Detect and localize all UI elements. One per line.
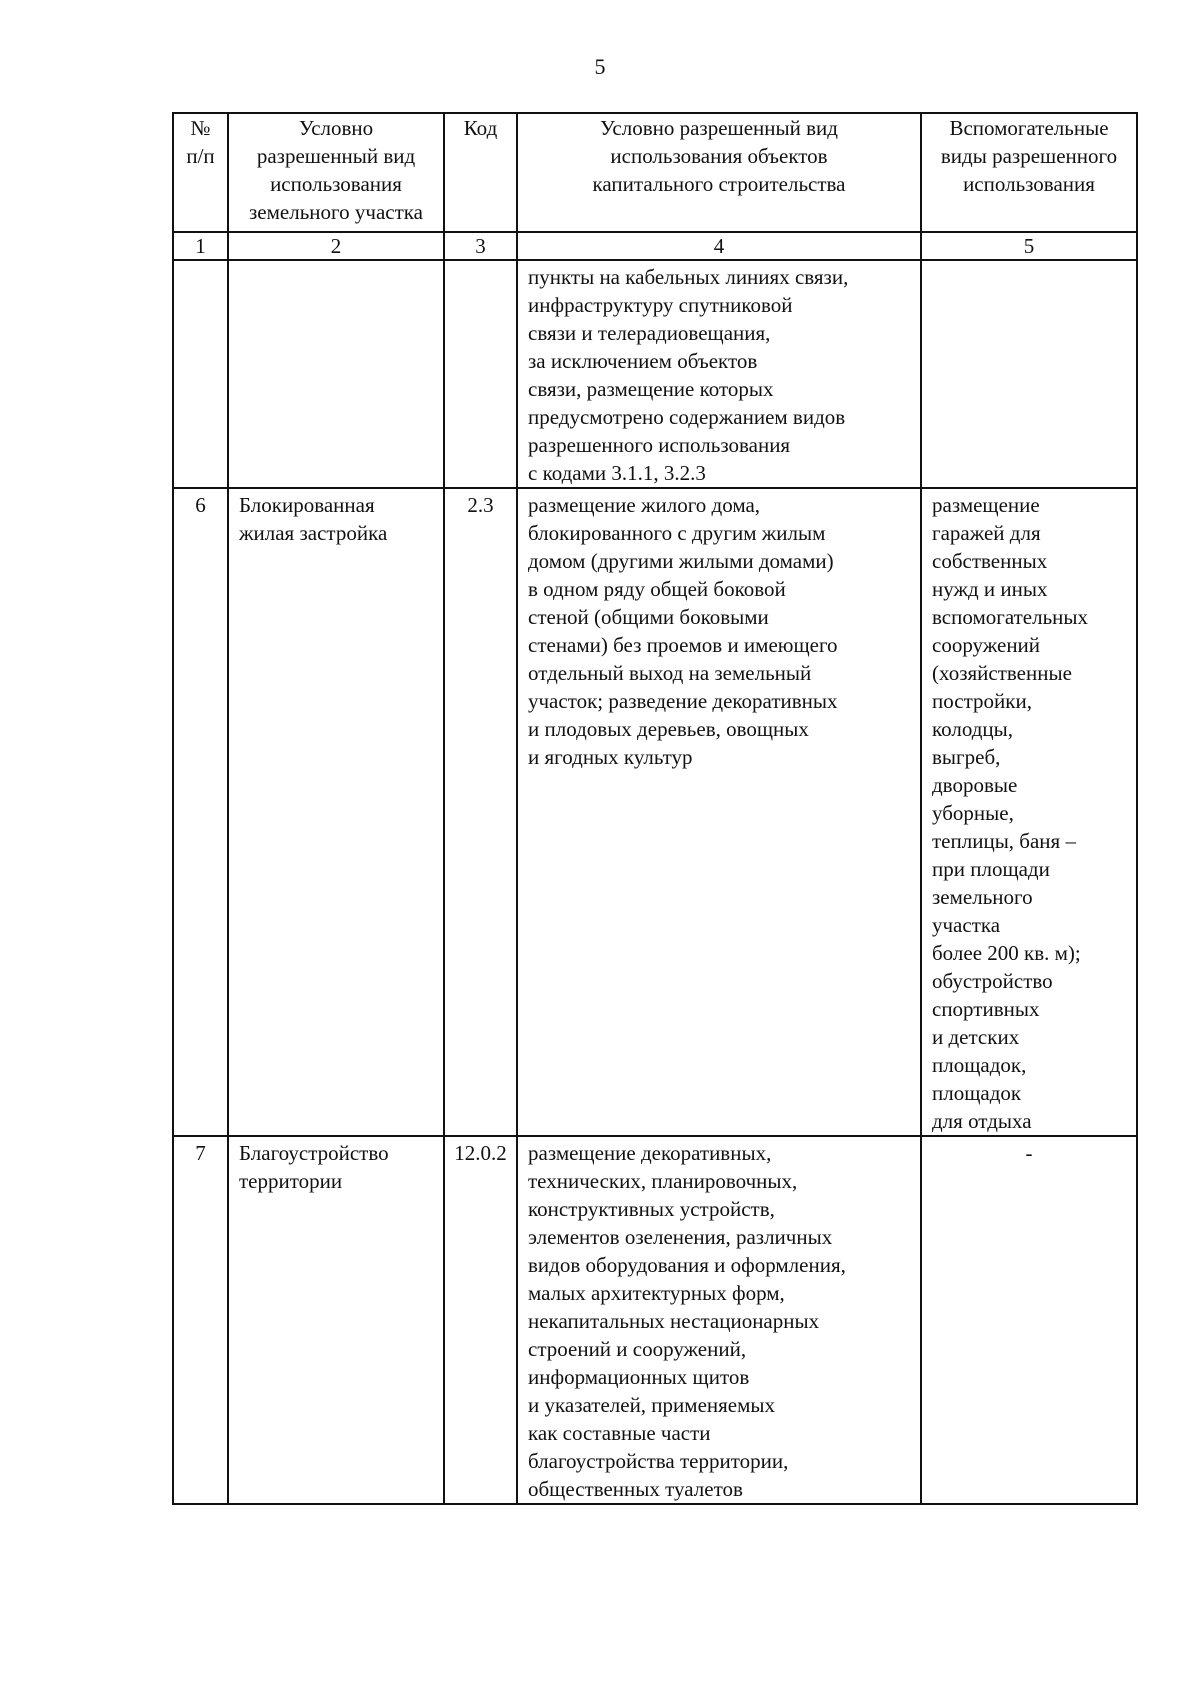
- text-line: и плодовых деревьев, овощных: [528, 717, 809, 741]
- text-line: строений и сооружений,: [528, 1337, 747, 1361]
- text-line: Вспомогательные: [949, 116, 1109, 140]
- text-line: для отдыха: [932, 1109, 1032, 1133]
- text-line: стенами) без проемов и имеющего: [528, 633, 838, 657]
- text-line: предусмотрено содержанием видов: [528, 405, 846, 429]
- header-cell-code: [444, 113, 517, 232]
- auxiliary-cell: [921, 488, 1137, 1136]
- text-line: площадок: [932, 1081, 1022, 1105]
- row-number: 7: [173, 1136, 228, 1504]
- text-line: разрешенного использования: [528, 433, 791, 457]
- text-line: Код: [463, 116, 498, 140]
- column-number: 5: [921, 232, 1137, 260]
- text-line: блокированного с другим жилым: [528, 521, 826, 545]
- text-line: выгреб,: [932, 745, 1001, 769]
- text-line: Условно разрешенный вид: [600, 116, 838, 140]
- text-line: колодцы,: [932, 717, 1014, 741]
- text-line: и ягодных культур: [528, 745, 693, 769]
- text-line: п/п: [186, 144, 215, 168]
- text-line: разрешенный вид: [256, 144, 416, 168]
- text-line: малых архитектурных форм,: [528, 1281, 785, 1305]
- text-line: конструктивных устройств,: [528, 1197, 775, 1221]
- land-use-cell: [228, 1136, 444, 1504]
- text-line: использования: [963, 172, 1095, 196]
- land-use-cell: [228, 488, 444, 1136]
- text-line: более 200 кв. м);: [932, 941, 1081, 965]
- text-line: использования: [270, 172, 402, 196]
- column-number: 2: [228, 232, 444, 260]
- text-line: как составные части: [528, 1421, 711, 1445]
- text-line: за исключением объектов: [528, 349, 758, 373]
- auxiliary-cell: [921, 1136, 1137, 1504]
- text-line: видов оборудования и оформления,: [528, 1253, 846, 1277]
- capital-use-cell: [517, 488, 921, 1136]
- text-line: общественных туалетов: [528, 1477, 743, 1501]
- text-line: нужд и иных: [932, 577, 1048, 601]
- text-line: капитального строительства: [592, 172, 846, 196]
- text-line: с кодами 3.1.1, 3.2.3: [528, 461, 706, 485]
- header-cell-land-use: [228, 113, 444, 232]
- code-cell: 12.0.2: [444, 1136, 517, 1504]
- capital-use-cell: [517, 1136, 921, 1504]
- text-line: размещение жилого дома,: [528, 493, 761, 517]
- text-line: в одном ряду общей боковой: [528, 577, 786, 601]
- text-line: использования объектов: [610, 144, 828, 168]
- text-line: вспомогательных: [932, 605, 1089, 629]
- text-line: спортивных: [932, 997, 1040, 1021]
- text-line: дворовые: [932, 773, 1018, 797]
- header-cell-capital-use: [517, 113, 921, 232]
- text-line: постройки,: [932, 689, 1032, 713]
- header-cell-number: [173, 113, 228, 232]
- text-line: инфраструктуру спутниковой: [528, 293, 793, 317]
- code-cell: [444, 260, 517, 488]
- text-line: элементов озеленения, различных: [528, 1225, 833, 1249]
- column-number: 4: [517, 232, 921, 260]
- text-line: участок; разведение декоративных: [528, 689, 838, 713]
- table-header-row: [173, 113, 1137, 232]
- text-line: информационных щитов: [528, 1365, 750, 1389]
- text-line: размещение декоративных,: [528, 1141, 772, 1165]
- text-line: некапитальных нестационарных: [528, 1309, 820, 1333]
- text-line: уборные,: [932, 801, 1014, 825]
- auxiliary-cell: [921, 260, 1137, 488]
- text-line: при площади: [932, 857, 1050, 881]
- table-row: [173, 1136, 1137, 1504]
- text-line: Блокированная: [239, 493, 375, 517]
- text-line: технических, планировочных,: [528, 1169, 798, 1193]
- column-number: 3: [444, 232, 517, 260]
- row-number: 6: [173, 488, 228, 1136]
- text-line: пункты на кабельных линиях связи,: [528, 265, 849, 289]
- text-line: размещение: [932, 493, 1040, 517]
- text-line: (хозяйственные: [932, 661, 1072, 685]
- text-line: участка: [932, 913, 1001, 937]
- text-line: собственных: [932, 549, 1048, 573]
- text-line: жилая застройка: [239, 521, 388, 545]
- text-line: и указателей, применяемых: [528, 1393, 776, 1417]
- column-number-row: [173, 232, 1137, 260]
- code-cell: 2.3: [444, 488, 517, 1136]
- row-number: [173, 260, 228, 488]
- text-line: -: [1025, 1141, 1033, 1165]
- text-line: территории: [239, 1169, 343, 1193]
- land-use-table: [172, 112, 1138, 1505]
- text-line: Благоустройство: [239, 1141, 389, 1165]
- text-line: связи, размещение которых: [528, 377, 774, 401]
- text-line: земельного участка: [249, 200, 423, 224]
- text-line: №: [190, 116, 211, 140]
- text-line: и детских: [932, 1025, 1020, 1049]
- text-line: отдельный выход на земельный: [528, 661, 812, 685]
- text-line: домом (другими жилыми домами): [528, 549, 834, 573]
- text-line: сооружений: [932, 633, 1041, 657]
- text-line: связи и телерадиовещания,: [528, 321, 771, 345]
- text-line: благоустройства территории,: [528, 1449, 789, 1473]
- text-line: обустройство: [932, 969, 1053, 993]
- capital-use-cell: [517, 260, 921, 488]
- column-number: 1: [173, 232, 228, 260]
- table-row: [173, 488, 1137, 1136]
- text-line: площадок,: [932, 1053, 1027, 1077]
- header-cell-auxiliary: [921, 113, 1137, 232]
- text-line: теплицы, баня –: [932, 829, 1076, 853]
- text-line: Условно: [298, 116, 374, 140]
- text-line: земельного: [932, 885, 1033, 909]
- land-use-cell: [228, 260, 444, 488]
- text-line: виды разрешенного: [940, 144, 1118, 168]
- page-number: 5: [594, 54, 606, 79]
- table-row: [173, 260, 1137, 488]
- text-line: гаражей для: [932, 521, 1041, 545]
- text-line: стеной (общими боковыми: [528, 605, 769, 629]
